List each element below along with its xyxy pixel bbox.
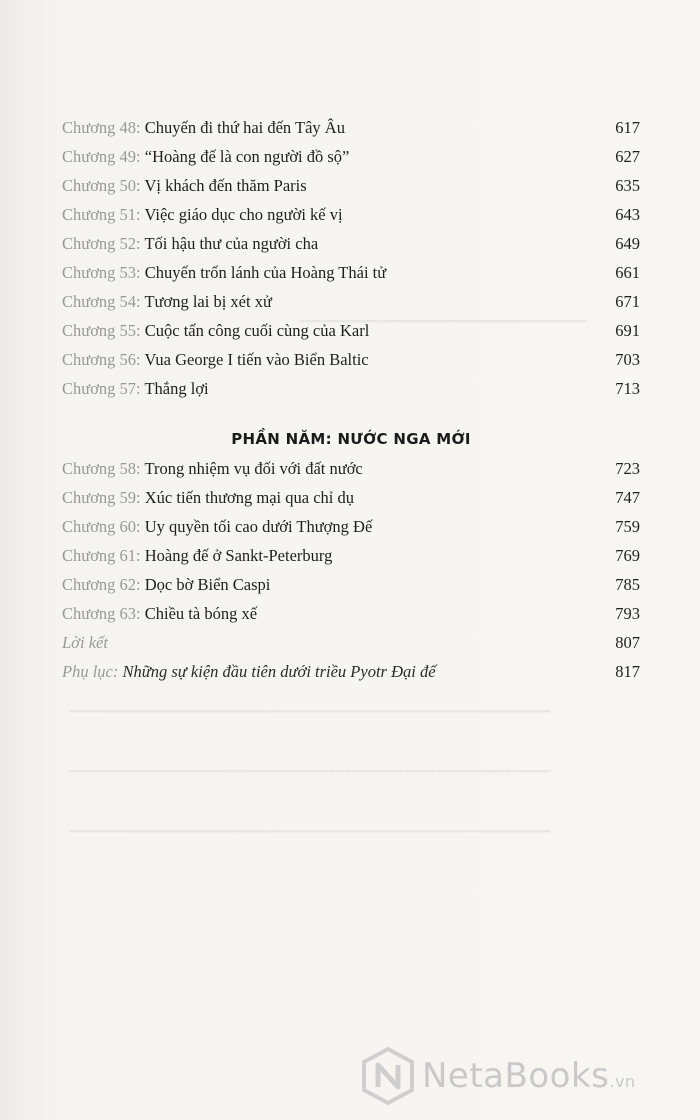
page-number: 649: [615, 234, 640, 253]
chapter-title: Chiều tà bóng xế: [144, 604, 258, 623]
toc-entry-title: [62, 513, 372, 541]
chapter-label: Chương 60:: [62, 517, 141, 536]
chapter-label: Chương 56:: [62, 350, 141, 369]
toc-entry: [62, 600, 640, 628]
toc-entry-title: [62, 571, 270, 599]
chapter-label: Chương 55:: [62, 321, 141, 340]
toc-entry-title: [62, 375, 209, 403]
page-number: 747: [615, 488, 640, 507]
toc-entry-title: [62, 114, 345, 142]
page-number: 817: [615, 662, 640, 681]
toc-entry: [62, 375, 640, 403]
toc-entry-title: [62, 201, 343, 229]
page-number: 661: [615, 263, 640, 282]
chapter-title: Việc giáo dục cho người kế vị: [144, 205, 343, 224]
page-number: 759: [615, 517, 640, 536]
chapter-label: Chương 61:: [62, 546, 141, 565]
toc-entry: [62, 484, 640, 512]
toc-entry-title: [62, 143, 349, 171]
toc-entry-title: [62, 629, 108, 657]
chapter-label: Lời kết: [62, 633, 108, 652]
toc-entry: [62, 143, 640, 171]
chapter-title: Uy quyền tối cao dưới Thượng Đế: [144, 517, 373, 536]
chapter-title: Tương lai bị xét xử: [144, 292, 272, 311]
page-number: 713: [615, 379, 640, 398]
toc-entry: [62, 455, 640, 483]
toc-entry-title: [62, 600, 257, 628]
page-number: 807: [615, 633, 640, 652]
toc-entry: [62, 288, 640, 316]
toc-entry: [62, 114, 640, 142]
chapter-label: Chương 50:: [62, 176, 141, 195]
toc-entry-title: [62, 658, 436, 686]
toc-entry-title: [62, 484, 354, 512]
page-number: 785: [615, 575, 640, 594]
chapter-label: Chương 59:: [62, 488, 141, 507]
page-number: 627: [615, 147, 640, 166]
chapter-title: Dọc bờ Biển Caspi: [144, 575, 271, 594]
chapter-label: Chương 58:: [62, 459, 141, 478]
chapter-label: Chương 63:: [62, 604, 141, 623]
page-number: 723: [615, 459, 640, 478]
chapter-label: Chương 48:: [62, 118, 141, 137]
chapter-label: Chương 51:: [62, 205, 141, 224]
chapter-title: Vua George I tiến vào Biển Baltic: [144, 350, 369, 369]
toc-entry: [62, 542, 640, 570]
page-number: 769: [615, 546, 640, 565]
page-number: 671: [615, 292, 640, 311]
chapter-label: Phụ lục:: [62, 662, 119, 681]
chapter-title: Thắng lợi: [144, 379, 209, 398]
chapter-title: Chuyến trốn lánh của Hoàng Thái tử: [144, 263, 387, 282]
chapter-label: Chương 57:: [62, 379, 141, 398]
chapter-title: Những sự kiện đầu tiên dưới triều Pyotr Đại đế: [122, 662, 436, 681]
toc-entry-title: [62, 346, 369, 374]
toc-entry-title: [62, 172, 307, 200]
netabooks-logo-icon: [362, 1047, 414, 1105]
page-number: 617: [615, 118, 640, 137]
chapter-label: Chương 49:: [62, 147, 141, 166]
chapter-title: Tối hậu thư của người cha: [144, 234, 319, 253]
toc-entry: [62, 513, 640, 541]
page-number: 793: [615, 604, 640, 623]
toc-entry: [62, 172, 640, 200]
page-number: 703: [615, 350, 640, 369]
toc-entry: [62, 201, 640, 229]
toc-entry-title: [62, 317, 369, 345]
watermark-brand-name: NetaBooks: [422, 1056, 610, 1096]
toc-entry-title: [62, 259, 386, 287]
toc-entry: [62, 658, 640, 686]
toc-entry-title: [62, 455, 363, 483]
chapter-title: Xúc tiến thương mại qua chỉ dụ: [144, 488, 354, 507]
chapter-label: Chương 54:: [62, 292, 141, 311]
page-number: 691: [615, 321, 640, 340]
toc-entry: [62, 629, 640, 657]
toc-entry: [62, 571, 640, 599]
toc-entry: [62, 259, 640, 287]
page-number: 643: [615, 205, 640, 224]
chapter-title: Vị khách đến thăm Paris: [144, 176, 307, 195]
watermark-brand: [422, 1056, 636, 1096]
toc-entry: [62, 317, 640, 345]
watermark-suffix: .vn: [609, 1072, 636, 1091]
toc-entry-title: [62, 230, 318, 258]
watermark: [362, 1046, 692, 1106]
toc-entry: [62, 230, 640, 258]
chapter-title: Chuyến đi thứ hai đến Tây Âu: [144, 118, 345, 137]
chapter-label: Chương 52:: [62, 234, 141, 253]
toc-entry-title: [62, 288, 272, 316]
chapter-title: “Hoàng đế là con người đồ sộ”: [144, 147, 350, 166]
chapter-label: Chương 62:: [62, 575, 141, 594]
chapter-title: Cuộc tấn công cuối cùng của Karl: [144, 321, 370, 340]
chapter-title: Trong nhiệm vụ đối với đất nước: [144, 459, 363, 478]
chapter-label: Chương 53:: [62, 263, 141, 282]
page-number: 635: [615, 176, 640, 195]
chapter-title: Hoàng đế ở Sankt-Peterburg: [144, 546, 333, 565]
toc-entry: [62, 346, 640, 374]
part-heading: PHẦN NĂM: NƯỚC NGA MỚI: [231, 430, 471, 448]
toc-entry-title: [62, 542, 332, 570]
